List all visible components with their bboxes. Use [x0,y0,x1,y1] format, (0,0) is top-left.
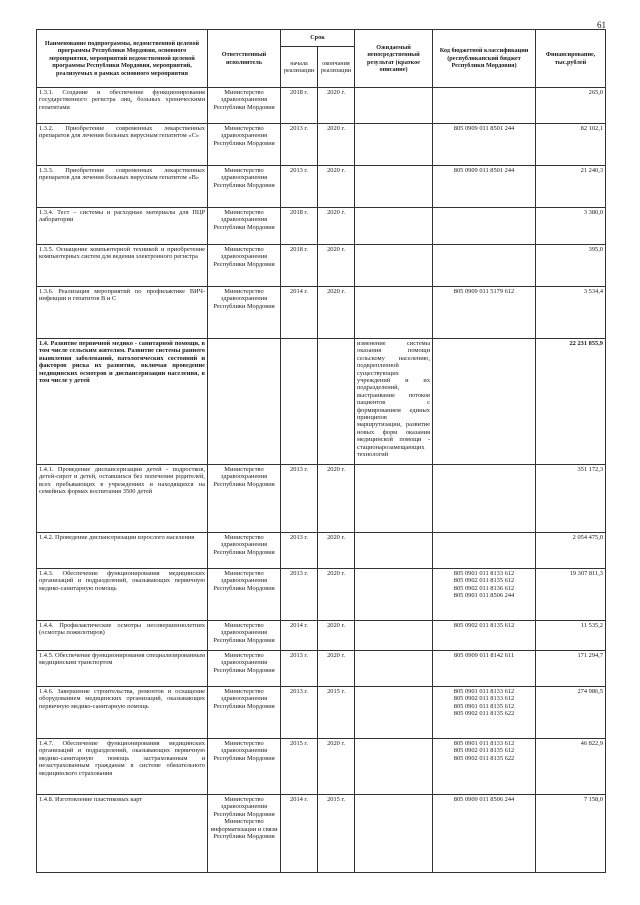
row-end: 2020 г. [318,245,355,287]
header-term: Срок [281,30,355,47]
row-end: 2020 г. [318,621,355,651]
budget-code: 805 0909 011 8142 611 [453,652,515,659]
row-name: 1.4.6. Завершение строительства, ремонтов и оснащение оборудованием медицинских организаций, оказывающих первичную медико-санитарную помощь [37,687,208,739]
table-row [37,124,606,166]
row-result [355,621,433,651]
header-start: начала реализации [281,47,318,88]
row-name: 1.3.4. Тест – системы и расходные материалы для ПЦР лаборатории [37,208,208,245]
row-budget-codes [433,621,536,651]
row-end: 2020 г. [318,124,355,166]
row-executor: Министерство здравоохранения Республики Мордовия [208,166,281,208]
table-row [37,651,606,687]
header-end: окончания реализации [318,47,355,88]
row-executor: Министерство здравоохранения Республики Мордовия [208,208,281,245]
row-budget-codes [433,533,536,569]
row-result [355,287,433,339]
budget-code: 805 0909 011 8501 244 [453,125,515,132]
table-row [37,465,606,533]
row-budget-codes [433,465,536,533]
row-amount: 351 172,3 [536,465,606,533]
row-name: 1.3.3. Приобретение современных лекарственных препаратов для лечения больных вирусным гепатитом «В» [37,166,208,208]
row-start: 2013 г. [281,533,318,569]
row-budget-codes [433,687,536,739]
row-start: 2018 г. [281,245,318,287]
row-name: 1.3.6. Реализация мероприятий по профилактике ВИЧ-инфекции и гепатитов В и С [37,287,208,339]
row-amount: 395,0 [536,245,606,287]
row-executor: Министерство здравоохранения Республики Мордовия [208,687,281,739]
row-name: 1.3.5. Оснащение компьютерной техникой и приобретение компьютерных систем для ведения электронного регистра [37,245,208,287]
row-start: 2013 г. [281,687,318,739]
row-executor: Министерство здравоохранения Республики Мордовия [208,739,281,795]
row-start: 2018 г. [281,88,318,124]
row-budget-codes [433,569,536,621]
budget-code: 805 0902 011 8135 622 [453,710,515,718]
budget-code: 805 0901 011 8135 612 [453,702,515,710]
row-executor: Министерство здравоохранения Республики Мордовия [208,245,281,287]
header-financing: Финансирование, тыс.рублей [536,30,606,88]
table-row [37,569,606,621]
table-row [37,208,606,245]
budget-code: 805 0902 011 8136 612 [453,584,515,592]
row-budget-codes [433,795,536,873]
row-end: 2020 г. [318,208,355,245]
row-name: 1.4.7. Обеспечение функционирования медицинских организаций и подразделений, оказывающих первичную медико-санитарную помощь застрахованным и незастрахованным гражданам в системе обязательного медицинского страхования [37,739,208,795]
row-end: 2020 г. [318,651,355,687]
row-executor: Министерство здравоохранения Республики Мордовия [208,124,281,166]
budget-code: 805 0909 011 8501 244 [453,167,515,174]
row-name: 1.4.1. Проведение диспансеризации детей - подростков, детей-сирот и детей, оставшихся без попечения родителей, всех пребывающих в учреждениях и находящихся на семейных формах воспитания 3500 детей [37,465,208,533]
row-amount: 21 240,3 [536,166,606,208]
row-start: 2015 г. [281,739,318,795]
budget-code: 805 0902 011 8135 622 [453,754,515,762]
row-name: 1.4.5. Обеспечение функционирования специализированным медицинским транспортом [37,651,208,687]
row-start: 2013 г. [281,569,318,621]
row-executor [208,339,281,465]
row-budget-codes [433,287,536,339]
row-name: 1.4. Развитие первичной медико - санитарной помощи, в том числе сельским жителям. Развитие системы раннего выявления заболеваний, патологических состояний и факторов риска их развития, включая проведение медицинских осмотров и диспансеризации населения, в том числе у детей [37,339,208,465]
row-amount: 22 231 855,9 [536,339,606,465]
row-result [355,245,433,287]
budget-code: 805 0902 011 8135 612 [453,577,515,585]
row-result [355,465,433,533]
table-row [37,533,606,569]
row-result [355,687,433,739]
row-executor: Министерство здравоохранения Республики Мордовия [208,651,281,687]
budget-code: 805 0902 011 8135 612 [453,622,515,629]
row-executor: Министерство здравоохранения Республики Мордовия [208,621,281,651]
row-result [355,795,433,873]
table-row [37,339,606,465]
budget-code: 805 0901 011 8133 612 [453,740,515,747]
program-table [36,29,606,873]
row-end: 2015 г. [318,687,355,739]
budget-code: 805 0909 011 8506 244 [453,796,515,803]
row-result [355,208,433,245]
budget-code: 805 0902 011 8133 612 [453,695,515,703]
row-budget-codes [433,339,536,465]
row-result [355,166,433,208]
row-executor: Министерство здравоохранения Республики Мордовия [208,533,281,569]
header-name: Наименование подпрограммы, ведомственной целевой программы Республики Мордовия, основного мероприятия, мероприятий ведомственной целевой программы Республики Мордовия, мероприятий, реализуемых в рамках основного мероприятия [37,30,208,88]
row-executor: Министерство здравоохранения Республики Мордовия Министерство информатизации и связи Республики Мордовия [208,795,281,873]
row-amount: 46 822,9 [536,739,606,795]
row-start [281,339,318,465]
table-row [37,245,606,287]
row-executor: Министерство здравоохранения Республики Мордовия [208,569,281,621]
table-row [37,621,606,651]
header-budget-code: Код бюджетной классификации (республиканский бюджет Республики Мордовия) [433,30,536,88]
row-amount: 265,0 [536,88,606,124]
row-executor: Министерство здравоохранения Республики Мордовия [208,88,281,124]
row-end: 2015 г. [318,795,355,873]
row-budget-codes [433,208,536,245]
row-end: 2020 г. [318,533,355,569]
row-result [355,569,433,621]
row-name: 1.4.2. Проведение диспансеризации взрослого населения [37,533,208,569]
row-end: 2020 г. [318,88,355,124]
row-result [355,88,433,124]
row-end: 2020 г. [318,465,355,533]
budget-code: 805 0909 011 5179 612 [453,288,515,295]
row-budget-codes [433,166,536,208]
table-body [37,88,606,873]
row-amount: 171 294,7 [536,651,606,687]
row-budget-codes [433,88,536,124]
row-amount: 11 535,2 [536,621,606,651]
row-budget-codes [433,739,536,795]
table-row [37,739,606,795]
table-row [37,687,606,739]
row-name: 1.3.2. Приобретение современных лекарственных препаратов для лечения больных вирусным гепатитом «С» [37,124,208,166]
row-budget-codes [433,245,536,287]
row-end: 2020 г. [318,569,355,621]
table-row [37,287,606,339]
row-name: 1.4.8. Изготовление пластиковых карт [37,795,208,873]
row-result [355,739,433,795]
row-result [355,651,433,687]
budget-code: 805 0901 011 8133 612 [453,688,515,695]
row-result [355,533,433,569]
row-result [355,124,433,166]
table-row [37,166,606,208]
row-start: 2013 г. [281,651,318,687]
row-budget-codes [433,651,536,687]
row-end: 2020 г. [318,739,355,795]
row-start: 2013 г. [281,465,318,533]
row-start: 2013 г. [281,166,318,208]
row-name: 1.4.4. Профилактические осмотры несовершеннолетних (осмотры пожилотиров) [37,621,208,651]
row-end: 2020 г. [318,287,355,339]
row-amount: 2 054 475,0 [536,533,606,569]
table-row [37,88,606,124]
row-budget-codes [433,124,536,166]
row-name: 1.3.1. Создание и обеспечение функционирования государственного регистра лиц, больных хроническими гепатитами [37,88,208,124]
budget-code: 805 0902 011 8135 612 [453,747,515,755]
row-start: 2014 г. [281,795,318,873]
row-amount: 3 534,4 [536,287,606,339]
row-executor: Министерство здравоохранения Республики Мордовия [208,287,281,339]
header-row [37,30,606,47]
table-row [37,795,606,873]
header-result: Ожидаемый непосредственный результат (краткое описание) [355,30,433,88]
budget-code: 805 0901 011 8506 244 [453,592,515,600]
row-amount: 7 158,0 [536,795,606,873]
row-start: 2014 г. [281,621,318,651]
row-end [318,339,355,465]
row-start: 2018 г. [281,208,318,245]
header-executor: Ответственный исполнитель [208,30,281,88]
row-executor: Министерство здравоохранения Республики Мордовия [208,465,281,533]
row-end: 2020 г. [318,166,355,208]
row-amount: 274 986,5 [536,687,606,739]
row-start: 2013 г. [281,124,318,166]
row-result: изменение системы оказания помощи сельскому населению, подкрепленной существующих учреждений и их подразделений, выстраивание потоков пациентов с формированием единых принципов маршрутизации, развитие новых форм оказания медицинской помощи - стационарозамещающих технологий [355,339,433,465]
budget-code: 805 0901 011 8133 612 [453,570,515,577]
row-start: 2014 г. [281,287,318,339]
page-number: 61 [597,20,606,30]
row-amount: 82 102,1 [536,124,606,166]
row-amount: 19 307 811,3 [536,569,606,621]
row-amount: 3 380,0 [536,208,606,245]
row-name: 1.4.3. Обеспечение функционирования медицинских организаций и подразделений, оказывающих первичную медико-санитарную помощь [37,569,208,621]
